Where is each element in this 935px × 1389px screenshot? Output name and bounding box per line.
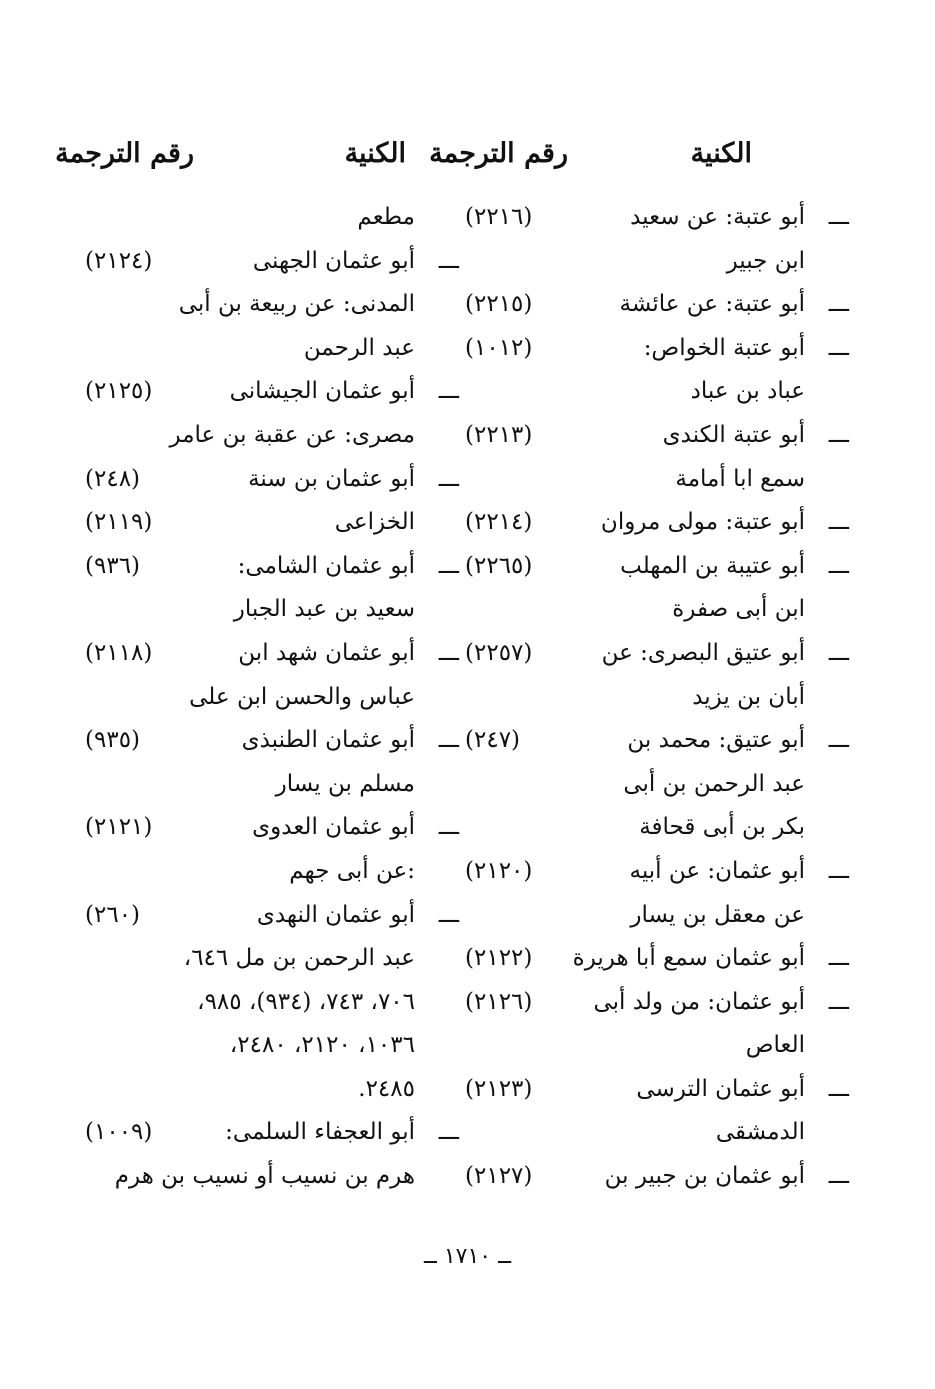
entry-row — [465, 1024, 805, 1068]
entry-number: (٢١٢٢) — [465, 945, 533, 972]
entry-row — [85, 676, 415, 720]
entry-row — [85, 632, 459, 676]
entry-text: أبو عثمان بن سنة — [248, 465, 415, 492]
entry-text: العاص — [745, 1032, 805, 1059]
entry-dash: ـــ — [438, 727, 459, 754]
entry-text: :عن أبى جهم — [289, 857, 415, 884]
entry-text: أبو عثمان الشامى: — [237, 552, 415, 579]
entry-text: المدنى: عن ربيعة بن أبى — [178, 291, 415, 318]
entry-row — [465, 632, 849, 676]
entry-text: أبو عثمان شهد ابن — [238, 639, 415, 666]
entry-number: (٢٦٠) — [85, 901, 141, 928]
entry-row — [85, 588, 415, 632]
entry-number: (٢١٢١) — [85, 814, 153, 841]
entry-dash: ـــ — [828, 857, 849, 884]
entry-number: (٢١٢٤) — [85, 247, 153, 274]
entry-text: عباد بن عباد — [690, 378, 805, 405]
left-column — [85, 196, 459, 1199]
entry-row — [85, 458, 459, 502]
entry-text: أبو عثمان النهدى — [256, 901, 415, 928]
entry-text: أبو عثمان الجيشانى — [229, 378, 415, 405]
entry-dash: ـــ — [828, 421, 849, 448]
entry-row — [85, 719, 459, 763]
entry-dash: ـــ — [828, 1075, 849, 1102]
entry-number: (٢٢١٥) — [465, 291, 533, 318]
entry-row — [85, 850, 415, 894]
entry-number: (٢١١٩) — [85, 509, 153, 536]
entry-dash: ـــ — [438, 552, 459, 579]
entry-number: (١٠١٢) — [465, 334, 533, 361]
entry-number: (٢١٢٧) — [465, 1163, 533, 1190]
entry-row — [465, 327, 849, 371]
entry-row — [85, 414, 415, 458]
entry-row — [85, 196, 415, 240]
entry-row — [465, 806, 805, 850]
entry-text: عبد الرحمن — [303, 334, 415, 361]
entry-text: عن معقل بن يسار — [630, 901, 805, 928]
entry-text: أبو عتبة: عن عائشة — [619, 291, 805, 318]
entry-row — [465, 763, 805, 807]
entry-number: (٩٣٥) — [85, 727, 141, 754]
entry-dash: ـــ — [828, 204, 849, 230]
entry-number: (٢٤٨) — [85, 465, 141, 492]
entry-dash: ـــ — [828, 509, 849, 536]
header-left-number: رقم الترجمة — [55, 138, 194, 169]
entry-row — [465, 283, 849, 327]
entry-number: (٢١٢٦) — [465, 988, 533, 1015]
entry-text: عباس والحسن ابن على — [189, 683, 415, 710]
entry-number: (٢١١٨) — [85, 639, 153, 666]
entry-text: أبو عثمان الترسى — [636, 1075, 805, 1102]
entry-text: عبد الرحمن بن أبى — [623, 770, 805, 797]
entry-number: (٢٢١٦) — [465, 204, 533, 230]
entry-text: أبو عثمان الطنبذى — [241, 727, 415, 754]
entry-row — [85, 327, 415, 371]
entry-text: مطعم — [357, 204, 415, 230]
entry-row — [85, 501, 415, 545]
entry-row — [85, 1068, 415, 1112]
entry-row — [85, 981, 415, 1025]
entry-text: أبو عثمان: عن أبيه — [629, 857, 805, 884]
entry-row — [465, 196, 849, 240]
entry-text: ١٠٣٦، ٢١٢٠، ٢٤٨٠، — [229, 1032, 415, 1059]
entry-text: أبو عتبة الكندى — [662, 421, 805, 448]
entry-row — [465, 240, 805, 284]
entry-text: أبو عثمان: من ولد أبى — [593, 988, 805, 1015]
entry-text: سعيد بن عبد الجبار — [233, 596, 415, 623]
entry-text: عبد الرحمن بن مل ٦٤٦، — [183, 945, 415, 972]
entry-text: أبو عتيبة بن المهلب — [620, 552, 805, 579]
entry-row — [85, 1111, 459, 1155]
page-number: ــ ١٧١٠ ــ — [423, 1244, 512, 1269]
entry-text: مصرى: عن عقبة بن عامر — [169, 421, 415, 448]
entry-text: سمع ابا أمامة — [675, 465, 805, 492]
entry-row — [465, 1155, 849, 1199]
entry-text: أبو عتيق البصرى: عن — [601, 639, 805, 666]
entry-number: (٢١٢٥) — [85, 378, 153, 405]
entry-dash: ـــ — [828, 552, 849, 579]
entry-row — [465, 370, 805, 414]
entry-text: أبو عتبة الخواص: — [643, 334, 805, 361]
entry-row — [85, 937, 415, 981]
entry-dash: ـــ — [438, 814, 459, 841]
entry-text: أبو عتبة: مولى مروان — [600, 509, 805, 536]
entry-number: (٢٢١٤) — [465, 509, 533, 536]
entry-dash: ـــ — [438, 639, 459, 666]
entry-dash: ـــ — [828, 334, 849, 361]
entry-text: هرم بن نسيب أو نسيب بن هرم — [114, 1163, 415, 1190]
entry-dash: ـــ — [828, 1163, 849, 1190]
entry-text: أبو عتيق: محمد بن — [627, 727, 805, 754]
entry-number: (٢١٢٠) — [465, 857, 533, 884]
entry-row — [465, 588, 805, 632]
entry-text: الدمشقى — [715, 1119, 805, 1146]
entry-text: بكر بن أبى قحافة — [639, 814, 805, 841]
header-right-number: رقم الترجمة — [429, 138, 568, 169]
entry-row — [85, 763, 415, 807]
entry-text: ابن أبى صفرة — [672, 596, 805, 623]
entry-row — [465, 501, 849, 545]
entry-dash: ـــ — [438, 901, 459, 928]
entry-row — [465, 937, 849, 981]
entry-row — [85, 894, 459, 938]
entry-row — [85, 1024, 415, 1068]
entry-number: (٢٢٦٥) — [465, 552, 533, 579]
entry-row — [465, 894, 805, 938]
right-column — [465, 196, 849, 1199]
entry-dash: ـــ — [828, 639, 849, 666]
entry-row — [465, 1111, 805, 1155]
entry-dash: ـــ — [438, 247, 459, 274]
entry-row — [85, 806, 459, 850]
entry-row — [465, 676, 805, 720]
entry-number: (٩٣٦) — [85, 552, 141, 579]
header-right-kunya: الكنية — [690, 138, 752, 169]
entry-row — [465, 850, 849, 894]
entry-dash: ـــ — [438, 465, 459, 492]
entry-text: أبو عثمان العدوى — [252, 814, 415, 841]
entry-dash: ـــ — [828, 291, 849, 318]
entry-text: أبو عثمان بن جبير بن — [604, 1163, 805, 1190]
entry-text: أبو عثمان الجهنى — [252, 247, 415, 274]
entry-text: أبو العجفاء السلمى: — [225, 1119, 415, 1146]
entry-text: أبو عتبة: عن سعيد — [630, 204, 805, 230]
entry-dash: ـــ — [828, 727, 849, 754]
entry-row — [85, 240, 459, 284]
entry-text: أبو عثمان سمع أبا هريرة — [572, 945, 805, 972]
entry-row — [465, 981, 849, 1025]
entry-dash: ـــ — [828, 988, 849, 1015]
entry-number: (٢٢١٣) — [465, 421, 533, 448]
entry-dash: ـــ — [438, 378, 459, 405]
entry-number: (٢١٢٣) — [465, 1075, 533, 1102]
entry-row — [85, 370, 459, 414]
entry-number: (٢٤٧) — [465, 727, 521, 754]
entry-text: مسلم بن يسار — [275, 770, 415, 797]
entry-row — [465, 719, 849, 763]
entry-row — [465, 458, 805, 502]
entry-text: ابن جبير — [726, 247, 805, 274]
entry-row — [465, 1068, 849, 1112]
entry-number: (٢٢٥٧) — [465, 639, 533, 666]
entry-number: (١٠٠٩) — [85, 1119, 153, 1146]
entry-dash: ـــ — [828, 945, 849, 972]
entry-dash: ـــ — [438, 1119, 459, 1146]
header-left-kunya: الكنية — [344, 138, 406, 169]
entry-text: ٧٠٦، ٧٤٣، (٩٣٤)، ٩٨٥، — [197, 988, 415, 1015]
entry-row — [85, 545, 459, 589]
entry-text: ٢٤٨٥. — [358, 1075, 415, 1102]
entry-row — [85, 283, 415, 327]
entry-row — [85, 1155, 415, 1199]
entry-row — [465, 545, 849, 589]
entry-row — [465, 414, 849, 458]
entry-text: الخزاعى — [334, 509, 415, 536]
entry-text: أبان بن يزيد — [692, 683, 805, 710]
